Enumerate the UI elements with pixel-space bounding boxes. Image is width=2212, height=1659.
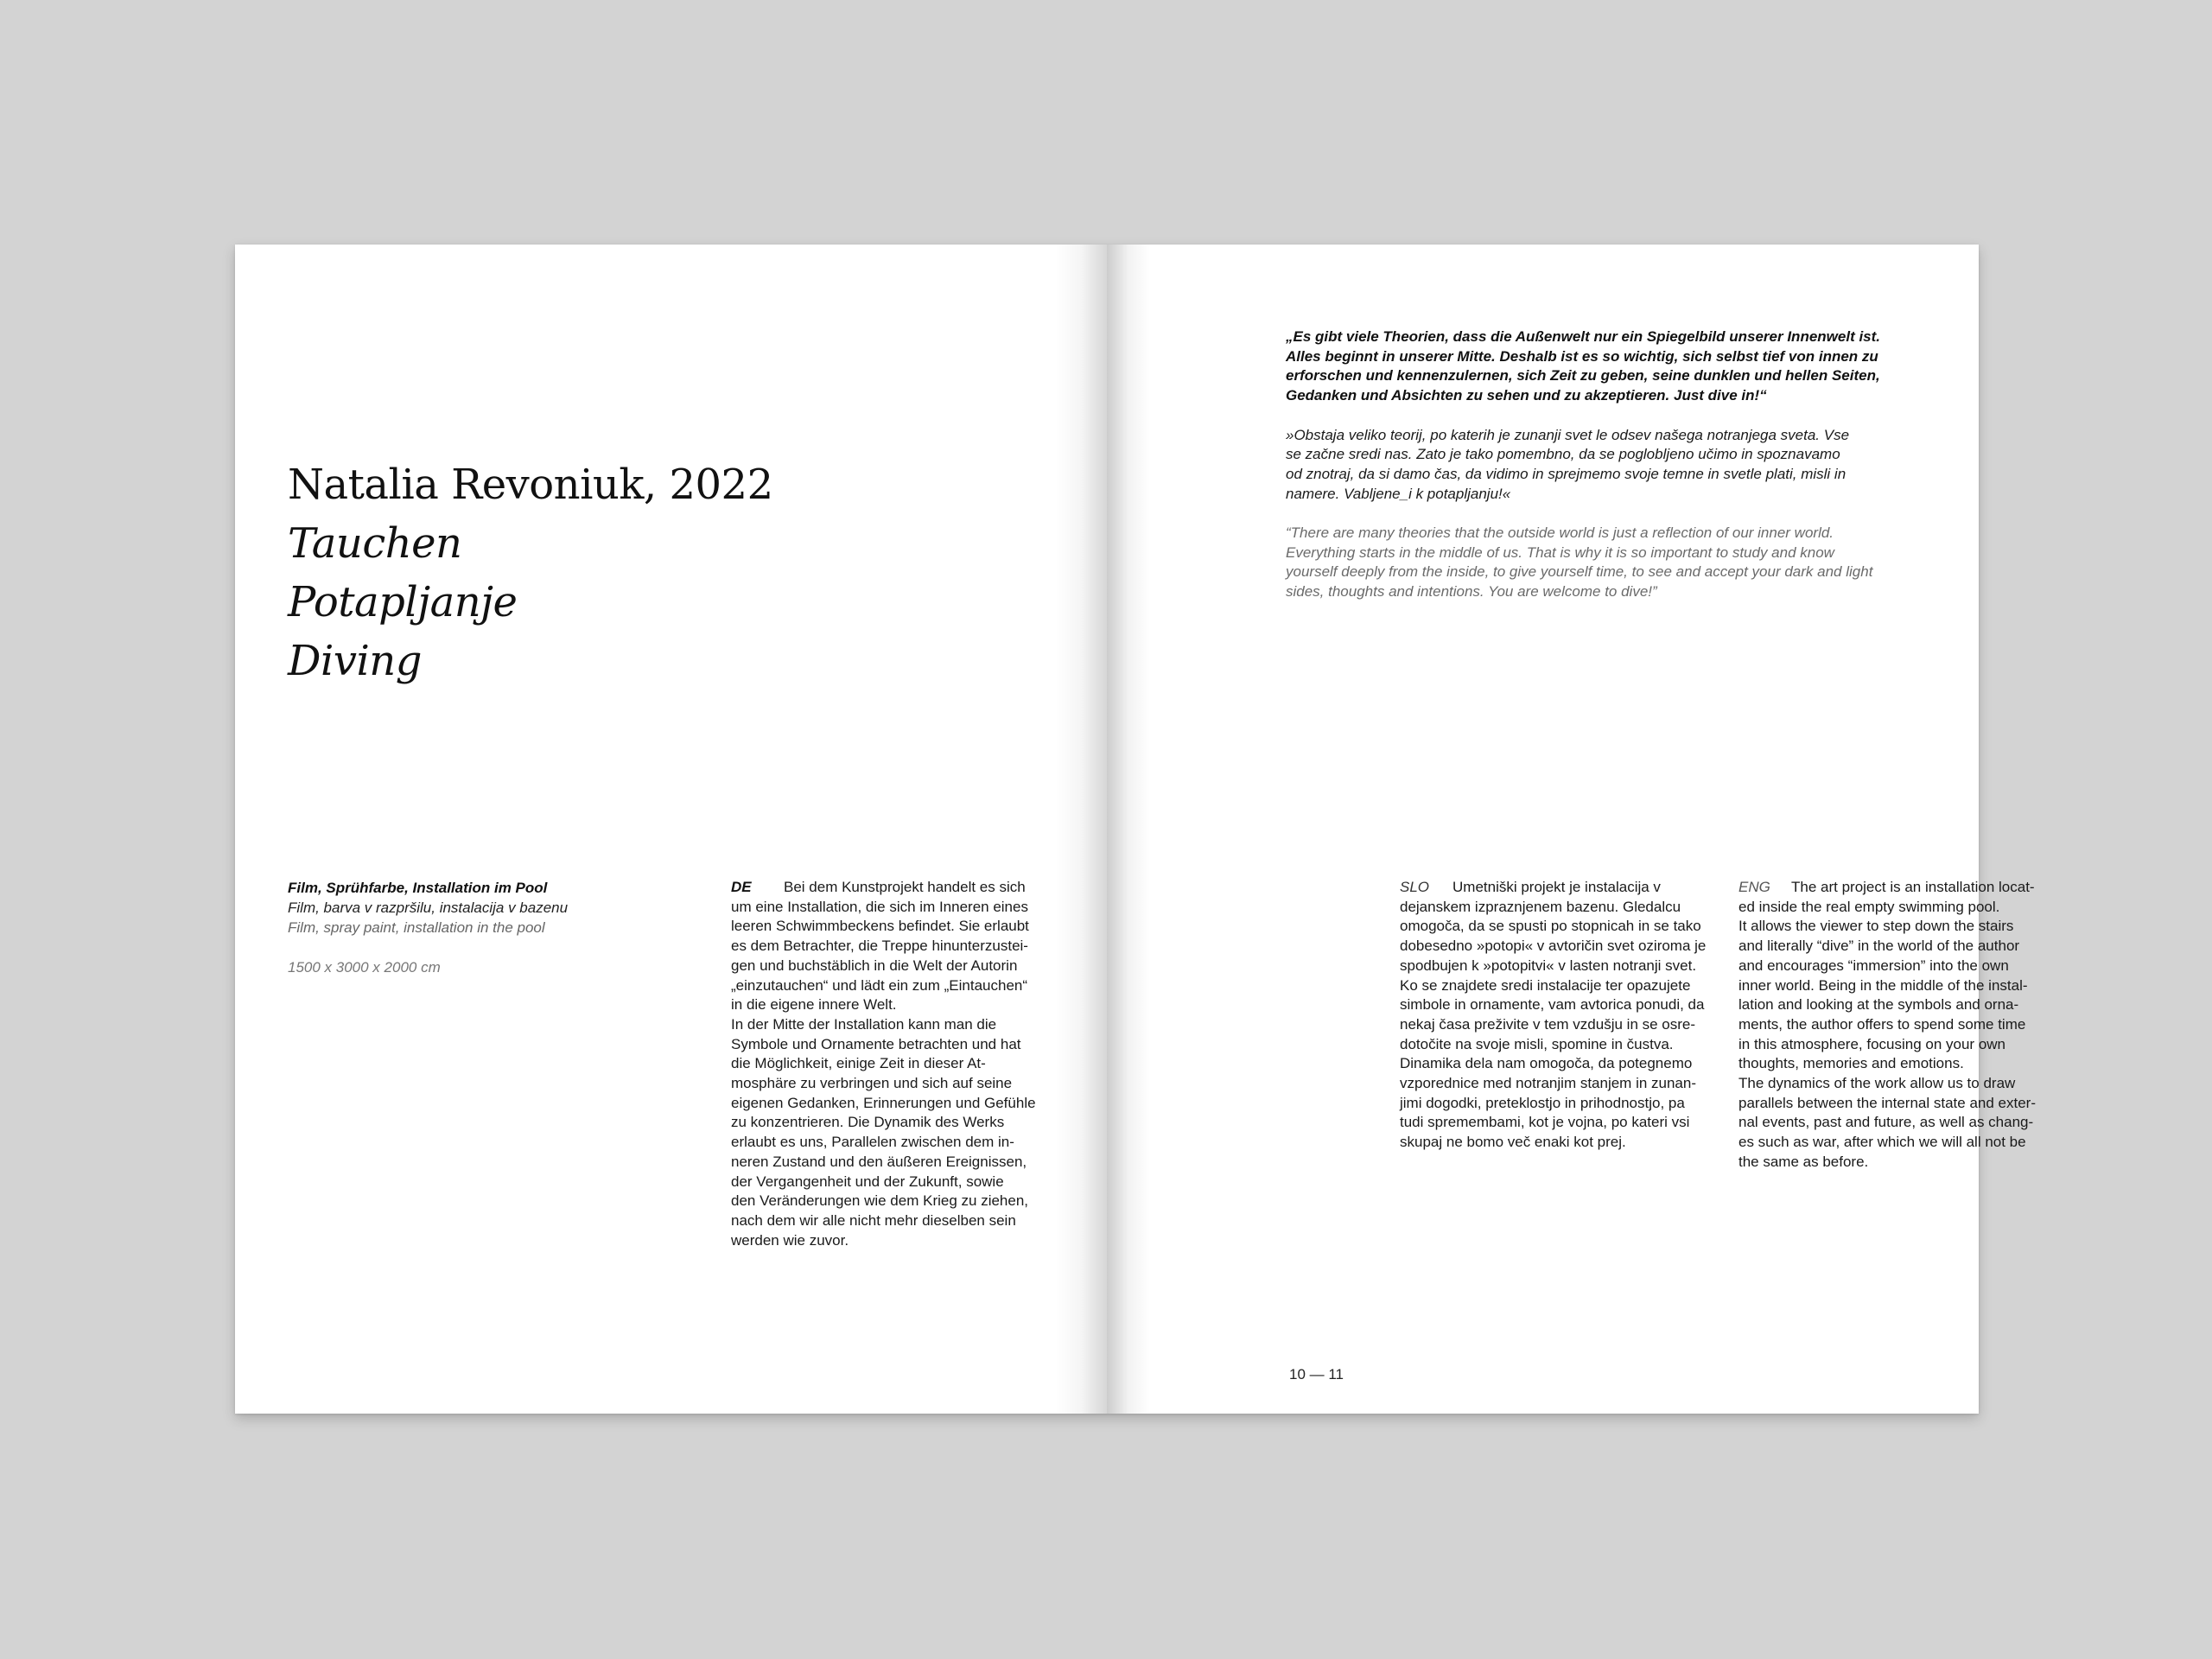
text-line: spodbujen k »potopitvi« v lasten notranji svet.: [1400, 957, 1697, 974]
title-german: Tauchen: [288, 519, 462, 568]
text-line: um eine Installation, die sich im Inneren eines: [731, 898, 1028, 915]
text-line: ments, the author offers to spend some time: [1738, 1015, 2026, 1033]
text-line: omogoča, da se spusti po stopnicah in se tako: [1400, 918, 1701, 935]
text-line: lation and looking at the symbols and orna-: [1738, 996, 2019, 1014]
text-line: skupaj ne bomo več enaki kot prej.: [1400, 1134, 1626, 1151]
text-line: DE Bei dem Kunstprojekt handelt es sich: [731, 878, 1036, 898]
text-column-slovenian: [1400, 878, 1706, 1153]
medium-german: Film, Sprühfarbe, Installation im Pool: [288, 880, 548, 896]
text-line: vzporednice med notranjim stanjem in zunan-: [1400, 1075, 1697, 1092]
artist-quote-block: [1286, 327, 1880, 622]
text-line: erlaubt es uns, Parallelen zwischen dem in-: [731, 1134, 1014, 1151]
text-line: die Möglichkeit, einige Zeit in dieser At-: [731, 1055, 986, 1072]
text-line: werden wie zuvor.: [731, 1231, 849, 1249]
title-english: Diving: [288, 637, 422, 685]
text-line: zu konzentrieren. Die Dynamik des Werks: [731, 1114, 1005, 1131]
medium-slovenian: Film, barva v razpršilu, instalacija v bazenu: [288, 899, 569, 916]
text-line: dejanskem izpraznjenem bazenu. Gledalcu: [1400, 898, 1681, 915]
text-line: in this atmosphere, focusing on your own: [1738, 1035, 2006, 1052]
text-line: Ko se znajdete sredi instalacije ter opazujete: [1400, 976, 1691, 994]
text-line: simbole in ornamente, vam avtorica ponudi, da: [1400, 996, 1705, 1014]
quote-english: “There are many theories that the outside world is just a reflection of our inner world. Everything starts in the middle of us. That is why it is so important to study and know yourself deeply from the inside, to give yourself time, to see and accept your dark and light sides, thoughts and intentions. You are welcome to dive!”: [1286, 524, 1873, 601]
text-line: in die eigene innere Welt.: [731, 996, 897, 1014]
text-line: inner world. Being in the middle of the instal-: [1738, 976, 2028, 994]
left-page: [235, 245, 1107, 1414]
text-line: The dynamics of the work allow us to draw: [1738, 1075, 2016, 1092]
text-line: nal events, past and future, as well as chang-: [1738, 1114, 2034, 1131]
text-line: eigenen Gedanken, Erinnerungen und Gefühle: [731, 1094, 1036, 1111]
language-tag-eng: ENG: [1738, 879, 1770, 895]
text-line: and literally “dive” in the world of the author: [1738, 938, 2020, 955]
language-tag-slo: SLO: [1400, 879, 1430, 895]
text-line: „einzutauchen“ und lädt ein zum „Eintauchen“: [731, 976, 1028, 994]
text-line: ed inside the real empty swimming pool.: [1738, 898, 2000, 915]
medium-block: [288, 878, 568, 977]
text-column-german: [731, 878, 1036, 1250]
text-line: den Veränderungen wie dem Krieg zu ziehen,: [731, 1192, 1029, 1210]
text-line: es dem Betrachter, die Treppe hinunterzustei-: [731, 938, 1028, 955]
text-line: es such as war, after which we will all not be: [1738, 1134, 2026, 1151]
text-line: and encourages “immersion” into the own: [1738, 957, 2009, 974]
text-line: mosphäre zu verbringen und sich auf seine: [731, 1075, 1013, 1092]
text-line: thoughts, memories and emotions.: [1738, 1055, 1964, 1072]
text-line: parallels between the internal state and exter-: [1738, 1094, 2036, 1111]
medium-english: Film, spray paint, installation in the pool: [288, 919, 545, 936]
text-line: jimi dogodki, preteklostjo in prihodnostjo, pa: [1400, 1094, 1685, 1111]
book-spread: [235, 245, 2036, 1414]
right-page: [1107, 245, 2036, 1414]
gutter-shadow-right: [1107, 245, 1150, 1414]
text-line: gen und buchstäblich in die Welt der Autorin: [731, 957, 1018, 974]
text-line: SLO Umetniški projekt je instalacija v: [1400, 878, 1706, 898]
text-line: dobesedno »potopi« v avtoričin svet oziroma je: [1400, 938, 1707, 955]
text-line: tudi spremembami, kot je vojna, po kateri vsi: [1400, 1114, 1690, 1131]
text-line: der Vergangenheit und der Zukunft, sowie: [731, 1173, 1004, 1190]
artist-and-year: Natalia Revoniuk, 2022: [288, 461, 773, 509]
gutter-shadow-left: [1055, 245, 1107, 1414]
text-line: neren Zustand und den äußeren Ereignissen,: [731, 1153, 1027, 1170]
text-line: Symbole und Ornamente betrachten und hat: [731, 1035, 1021, 1052]
text-line: Dinamika dela nam omogoča, da potegnemo: [1400, 1055, 1693, 1072]
quote-slovenian: »Obstaja veliko teorij, po katerih je zunanji svet le odsev našega notranjega sveta. Vse se začne sredi nas. Zato je tako pomembno, da se poglobljeno učimo in spoznavamo od znotraj, da si damo čas, da vidimo in sprejmemo svoje temne in svetle plati, misli in namere. Vabljene_i k potapljanju!«: [1286, 426, 1850, 502]
title-slovenian: Potapljanje: [288, 578, 518, 626]
page-number: 10 — 11: [1289, 1366, 1344, 1382]
text-line: It allows the viewer to step down the stairs: [1738, 918, 2014, 935]
text-line: nach dem wir alle nicht mehr dieselben sein: [731, 1211, 1016, 1229]
artwork-title-block: [288, 455, 773, 690]
text-line: nekaj časa preživite v tem vzdušju in se osre-: [1400, 1015, 1696, 1033]
quote-german: „Es gibt viele Theorien, dass die Außenwelt nur ein Spiegelbild unserer Innenwelt ist. Alles beginnt in unserer Mitte. Deshalb ist es so wichtig, sich selbst tief von innen zu erforschen und kennenzulernen, sich Zeit zu geben, seine dunklen und hellen Seiten, Gedanken und Absichten zu sehen und zu akzeptieren. Just dive in!“: [1286, 328, 1881, 404]
text-line: In der Mitte der Installation kann man die: [731, 1015, 997, 1033]
text-line: leeren Schwimmbeckens befindet. Sie erlaubt: [731, 918, 1029, 935]
text-line: dotočite na svoje misli, spomine in čustva.: [1400, 1035, 1674, 1052]
text-column-english: [1738, 878, 2036, 1173]
dimensions: 1500 x 3000 x 2000 cm: [288, 959, 441, 976]
text-line: ENG The art project is an installation locat-: [1738, 878, 2036, 898]
text-line: the same as before.: [1738, 1153, 1869, 1170]
language-tag-de: DE: [731, 879, 752, 895]
